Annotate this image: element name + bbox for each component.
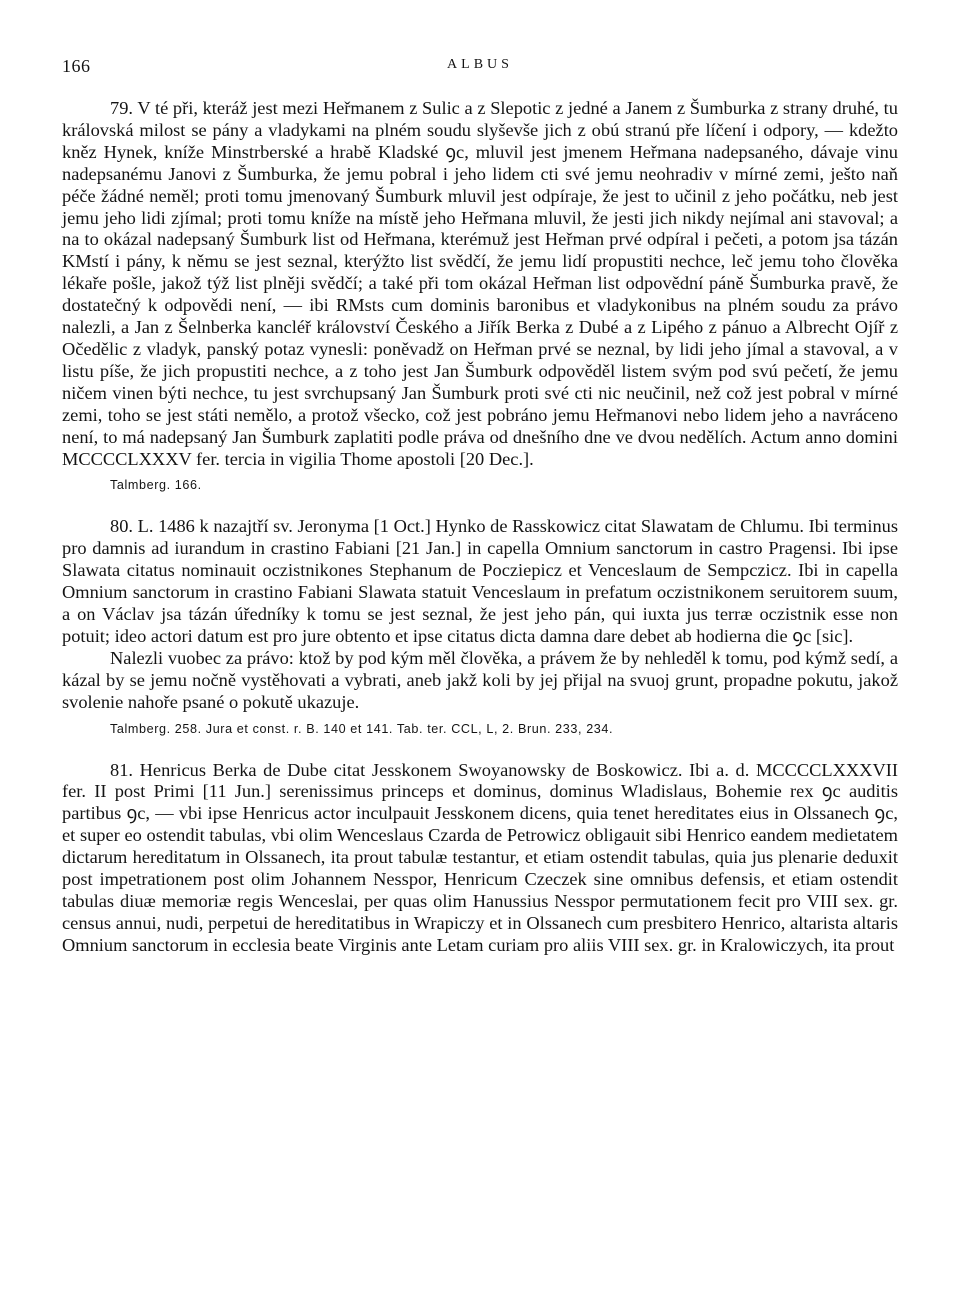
entry-paragraph: Nalezli vuobec za právo: ktož by pod kým měl člověka, a právem že by nehleděl k tomu, pod kýmž sedí, a kázal by se jemu nočně vystěhovati a vybrati, aneb jakž koli by jej přijal na svuoj grunt, propadne pokutu, jakož svolenie nahoře psané o pokutě ukazuje. [62,647,898,712]
source-citation: Talmberg. 258. Jura et const. r. B. 140 et 141. Tab. ter. CCL, L, 2. Brun. 233, 234. [110,721,614,736]
page-number: 166 [62,56,91,76]
entry-paragraph: 79. V té při, kteráž jest mezi Heřmanem z Sulic a z Slepotic z jedné a Janem z Šumburka z strany druhé, tu královská milost se pány a vladykami na plném soudu slyševše jich z obú stranú pře líčení i odpory, — kdežto kněz Hynek, kníže Minstrberské a hrabě Kladské ꝯc, mluvil jest jmenem Heřmana nadepsaného, dávaje vinu nadepsanému Janovi z Šumburka, že jemu pobral i jeho lidem cti své jemu neohradiv v mírné zemi, ješto naň péče žádné neměl; proti tomu jmenovaný Šumburk mluvil jest odpíraje, že jest to učinil z jeho počátku, neb jest jemu jeho lidi zjímal; proti tomu kníže na místě jeho Heřmana mluvil, že jesti jich nikdy nejímal ani stavoval; a na to okázal nadepsaný Šumburk list od Heřmana, kterémuž jest Heřman prvé odpíral i pečeti, a potom jsa tázán KMstí i pány, k němu se jest seznal, kterýžto list svědčí, že jemu lidí propustiti nechce, leč jemu toho člověka lékaře pošle, jakož týž list plněji svědčí; a také při tom okázal Heřman list odpovědní páně Šumburka pravě, že dostatečný k odpovědi není, — ibi RMsts cum dominis baronibus et vladykonibus na plném soudu za právo nalezli, a Jan z Šelnberka kancléř království Českého a Jiřík Berka z Dubé a z Lipého z pánuo a Albrecht Ojíř z Očedělic z vladyk, panský potaz vynesli: poněvadž on Heřman prvé se neznal, by lidi jeho jímal a stavoval, a v listu píše, že jich propustiti nechce, a z toho jest Jan Šumburk odpověděl listem svým pod svú pečetí, že jemu ničem vinen býti nechce, tu jest svrchupsaný Jan Šumburk proti své cti nic neučinil, než což jest pobral v mírné zemi, toho se jest státi nemělo, a protož všecko, což jest pobráno jemu Heřmanovi nebo lidem jeho a navráceno není, to má nadepsaný Jan Šumburk zaplatiti podle práva od dnešního dne ve dvou nedělích. Actum anno domini MCCCCLXXXV fer. tercia in vigilia Thome apostoli [20 Dec.]. [62,98,898,469]
page-header [62,56,898,82]
page-body [62,98,898,957]
entry-81 [62,760,898,957]
entry-80 [62,516,898,737]
running-title: ALBUS [447,57,513,72]
entry-paragraph: 81. Henricus Berka de Dube citat Jesskonem Swoyanowsky de Boskowicz. Ibi a. d. MCCCCLXXXVII fer. II post Primi [11 Jun.] serenissimus princeps et dominus, dominus Wladislaus, Bohemie rex ꝯc auditis partibus ꝯc, — vbi ipse Henricus actor inculpauit Jesskonem dicens, quia tenet hereditates eius in Olssanech ꝯc, et super eo ostendit tabulas, vbi olim Wenceslaus Czarda de Petrowicz obligauit sibi Henrico eandem medietatem dictarum hereditatum in Olssanech, ita prout tabulæ testantur, et etiam ostendit tabulas, quia jus plenarie deduxit post impetrationem post olim Johannem Nesspor, Henricum Czeczek sine omnibus defensis, et etiam ostendit tabulas diuæ memoriæ regis Wenceslai, per quas olim Hanussius Nesspor permutationem fecit pro VIII sex. gr. census annui, nudi, perpetui de hereditatibus in Wrapiczy et in Olssanech cum presbitero Henrico, altarista altaris Omnium sanctorum in ecclesia beate Virginis ante Letam curiam pro aliis VIII sex. gr. in Kralowiczych, ita prout [62,759,898,955]
entry-79 [62,98,898,494]
source-citation: Talmberg. 166. [110,478,202,493]
entry-paragraph: 80. L. 1486 k nazajtří sv. Jeronyma [1 Oct.] Hynko de Rasskowicz citat Slawatam de Chlumu. Ibi terminus pro damnis ad iurandum in crastino Fabiani [21 Jan.] in capella Omnium sanctorum in castro Pragensi. Ibi ipse Slawata citatus nominauit oczistnikones Stephanum de Pocziepicz et Venceslaum de Sempczicz. Ibi in capella Omnium sanctorum in crastino Fabiani Slawata statuit Venceslaum in prefatum oczistnikonem seruitorem suum, a on Václav jsa tázán úředníky k tomu se jest seznal, že jest jeho pán, qui iuxta jus terræ oczistnik esse non potuit; ideo actori datum est pro jure obtento et ipse citatus dicta damna dare debet ab hodierna die ꝯc [sic]. [62,516,898,646]
